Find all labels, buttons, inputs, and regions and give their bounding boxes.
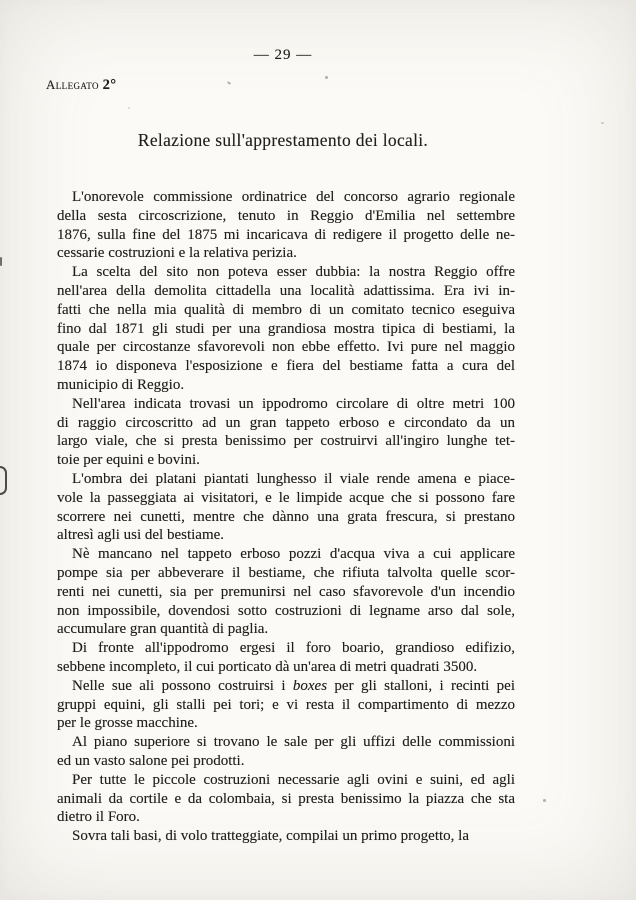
text-segment: per gli stalloni, i recinti pei <box>327 677 515 694</box>
text-line: L'onorevole commissione ordinatrice del concorso agrario regionale <box>72 189 515 205</box>
document-body <box>57 188 515 846</box>
text-line: gruppi equini, gli stalli pei tori; e vi resta il compartimento di mezzo <box>57 696 515 713</box>
text-segment: Nelle sue ali possono costruirsi i <box>72 677 293 694</box>
paragraph <box>57 771 515 827</box>
paragraph <box>57 188 515 263</box>
scan-speck <box>128 107 130 109</box>
text-line: non impossibile, dovendosi sotto costruzioni di legname arso dal sole, <box>57 602 515 619</box>
annex-number: 2° <box>102 77 117 93</box>
paragraph <box>57 545 515 639</box>
text-line: toie per equini e bovini. <box>57 452 200 469</box>
page-number: — 29 — <box>253 47 313 63</box>
text-line <box>57 677 515 696</box>
scan-speck <box>227 81 231 85</box>
text-line: Nell'area indicata trovasi un ippodromo circolare di oltre metri 100 <box>72 395 515 412</box>
text-line: L'ombra dei platani piantati lunghesso il viale rende amena e piace- <box>72 470 515 487</box>
text-line: municipio di Reggio. <box>57 376 185 393</box>
text-line: 1876, sulla fine del 1875 mi incaricava di redigere il progetto delle ne- <box>57 226 515 243</box>
text-line: scorrere nei cunetti, mentre che dànno una grata frescura, si prestano <box>57 508 515 525</box>
annex-word: Allegato <box>46 77 99 92</box>
text-line: animali da cortile e da colombaia, si presta benissimo la piazza che sta <box>57 790 515 807</box>
text-line: Per tutte le piccole costruzioni necessarie agli ovini e suini, ed agli <box>72 771 515 788</box>
text-line: accumulare gran quantità di paglia. <box>57 621 269 638</box>
scan-speck <box>601 122 604 124</box>
paragraph <box>57 639 515 677</box>
document-title: Relazione sull'apprestamento dei locali. <box>137 130 429 150</box>
italic-word: boxes <box>292 677 328 694</box>
text-line: per le grosse macchine. <box>57 715 198 732</box>
text-line: della sesta circoscrizione, tenuto in Reggio d'Emilia nel settembre <box>57 207 515 224</box>
text-line: Sovra tali basi, di volo tratteggiate, compilai un primo progetto, la <box>72 828 469 845</box>
annex-label <box>46 77 116 94</box>
text-line: altresì agli usi del bestiame. <box>57 527 225 544</box>
text-line: cessarie costruzioni e la relativa perizia. <box>57 245 297 262</box>
text-line: di raggio circoscritto ad un gran tappeto erboso e circondato da un <box>57 414 515 431</box>
text-line: Al piano superiore si trovano le sale per gli uffizi delle commissioni <box>72 734 515 751</box>
paragraph <box>57 263 515 395</box>
text-line: largo viale, che si presta benissimo per costruirvi all'ingiro lunghe tet- <box>57 433 515 450</box>
binding-edge-tick <box>0 257 2 266</box>
text-line: sebbene incompleto, il cui porticato dà un'area di metri quadrati 3500. <box>57 658 478 675</box>
paragraph <box>57 470 515 545</box>
text-line: dietro il Foro. <box>57 809 140 826</box>
text-line: fatti che nella mia qualità di membro di un comitato tecnico eseguiva <box>57 301 515 318</box>
text-line: vole la passeggiata ai visitatori, e le limpide acque che si possono fare <box>57 489 515 506</box>
text-line: pompe sia per abbeverare il bestiame, che rifiuta talvolta quelle scor- <box>57 564 515 581</box>
binding-edge-artifact <box>0 466 7 495</box>
text-line: 1874 io disponeva l'esposizione e fiera del bestiame fatta a cura del <box>57 358 515 375</box>
text-line: quale per circostanze sfavorevoli non ebbe effetto. Ivi pure nel maggio <box>57 339 515 356</box>
scan-speck <box>325 76 328 79</box>
text-line: ed un vasto salone pei prodotti. <box>57 752 245 769</box>
text-line: Di fronte all'ippodromo ergesi il foro boario, grandioso edifizio, <box>72 640 515 657</box>
paragraph <box>57 677 515 733</box>
paragraph <box>57 733 515 771</box>
text-line: La scelta del sito non poteva esser dubbia: la nostra Reggio offre <box>72 264 515 281</box>
text-line: renti nei cunetti, sia per premunirsi nel caso sfavorevole d'un incendio <box>57 583 515 600</box>
paragraph <box>57 827 515 846</box>
text-line: fino dal 1871 gli studi per una grandiosa mostra tipica di bestiami, la <box>57 320 515 337</box>
text-line: nell'area della demolita cittadella una località adattissima. Era ivi in- <box>57 282 515 299</box>
text-line: Nè mancano nel tappeto erboso pozzi d'acqua viva a cui applicare <box>72 546 515 563</box>
scan-speck <box>543 799 546 802</box>
paragraph <box>57 395 515 470</box>
